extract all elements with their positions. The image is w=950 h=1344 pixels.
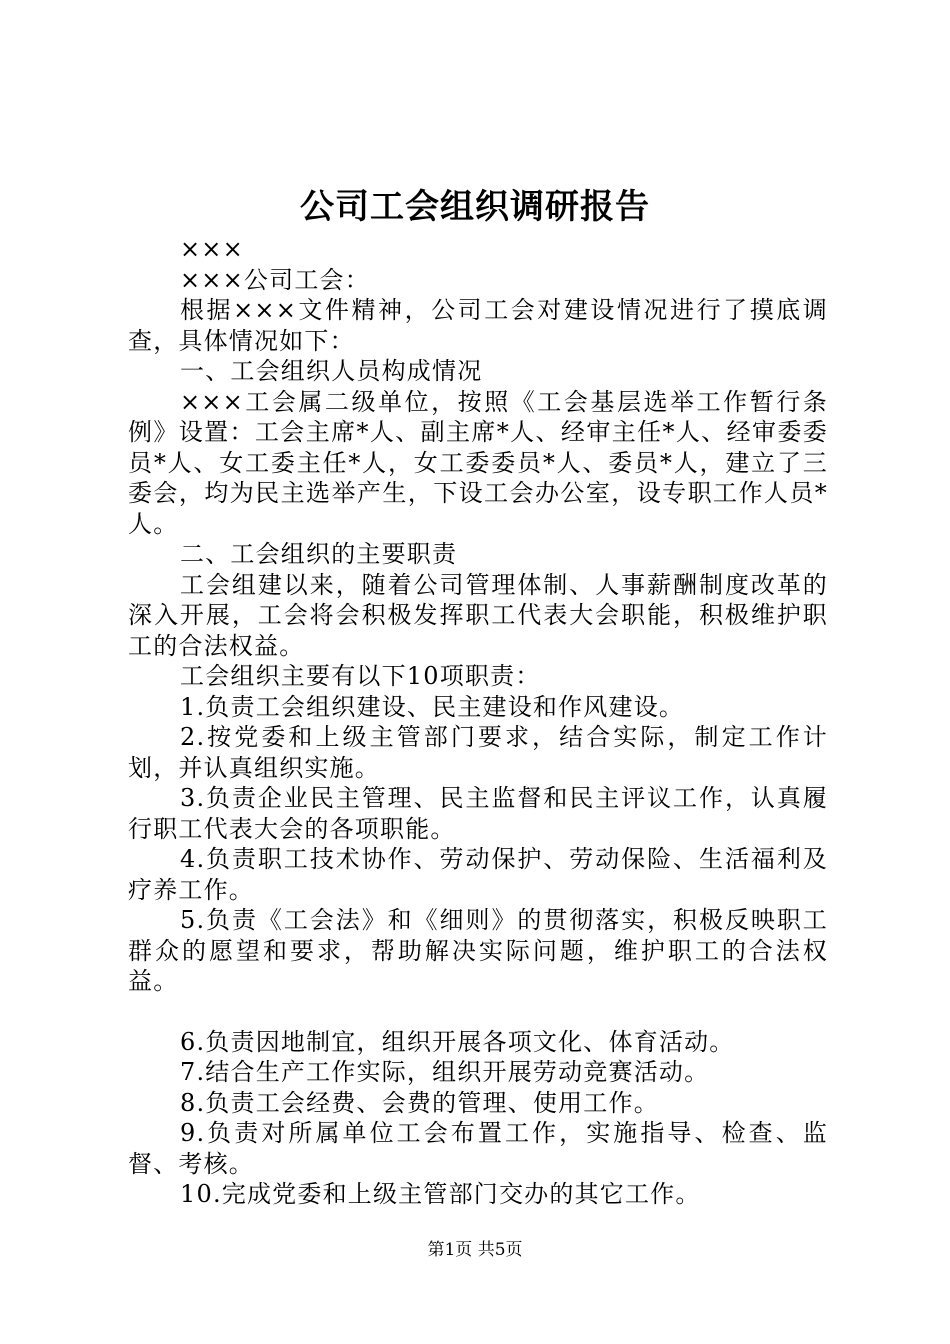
- duty-item-8: 8.负责工会经费、会费的管理、使用工作。: [180, 1088, 659, 1117]
- duty-item-6: 6.负责因地制宜，组织开展各项文化、体育活动。: [180, 1027, 735, 1056]
- section-paragraph-2: 工会组建以来，随着公司管理体制、人事薪酬制度改革的深入开展，工会将会积极发挥职工代表大会职能，积极维护职工的合法权益。: [128, 570, 828, 660]
- duty-item-4: 4.负责职工技术协作、劳动保护、劳动保险、生活福利及疗养工作。: [128, 845, 828, 904]
- document-body: [128, 234, 828, 1210]
- intro-paragraph: 根据×××文件精神，公司工会对建设情况进行了摸底调查，具体情况如下：: [128, 296, 828, 355]
- section-heading-1: 一、工会组织人员构成情况: [180, 357, 483, 385]
- duties-intro: 工会组织主要有以下10项职责：: [180, 662, 541, 690]
- duty-item-1: 1.负责工会组织建设、民主建设和作风建设。: [180, 692, 685, 721]
- duty-item-7: 7.结合生产工作实际，组织开展劳动竞赛活动。: [180, 1058, 710, 1086]
- addressee-line: ×××公司工会：: [180, 265, 370, 294]
- section-paragraph-1: ×××工会属二级单位，按照《工会基层选举工作暂行条例》设置：工会主席*人、副主席*人、经审主任*人、经审委委员*人、女工委主任*人，女工委委员*人、委员*人，建立了三委会，均为民主选举产生，下设工会办公室，设专职工作人员*人。: [128, 387, 828, 538]
- duty-item-2: 2.按党委和上级主管部门要求，结合实际，制定工作计划，并认真组织实施。: [128, 723, 828, 782]
- section-heading-2: 二、工会组织的主要职责: [180, 540, 458, 568]
- duty-item-10: 10.完成党委和上级主管部门交办的其它工作。: [180, 1180, 701, 1208]
- duty-item-5: 5.负责《工会法》和《细则》的贯彻落实，积极反映职工群众的愿望和要求，帮助解决实际问题，维护职工的合法权益。: [128, 906, 828, 995]
- document-title: 公司工会组织调研报告: [300, 187, 650, 227]
- page-number-footer: 第1页 共5页: [427, 1240, 523, 1260]
- duty-item-3: 3.负责企业民主管理、民主监督和民主评议工作，认真履行职工代表大会的各项职能。: [128, 784, 828, 843]
- duty-item-9: 9.负责对所属单位工会布置工作，实施指导、检查、监督、考核。: [128, 1119, 828, 1178]
- recipient-line: ×××: [180, 235, 244, 263]
